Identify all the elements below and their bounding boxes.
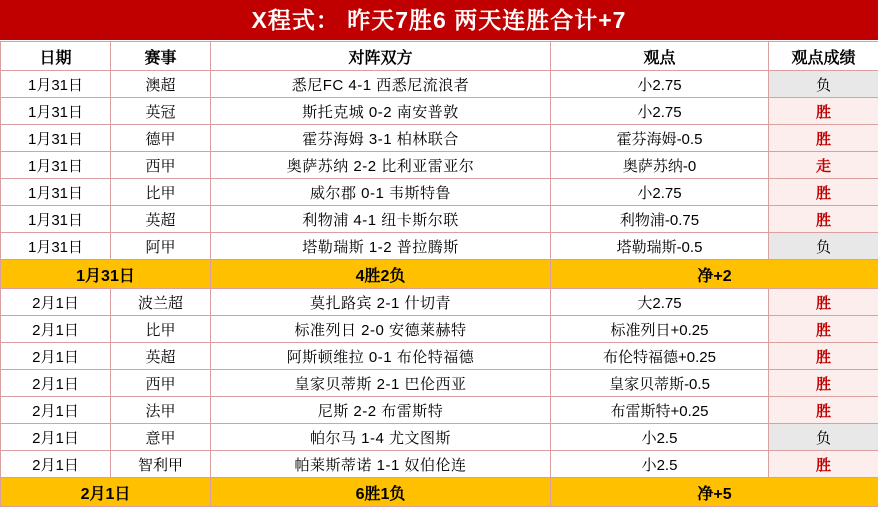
- cell-result: 负: [769, 71, 878, 98]
- cell-view: 小2.75: [551, 179, 769, 206]
- table-row: [1, 289, 878, 316]
- cell-match: 尼斯 2-2 布雷斯特: [211, 397, 551, 424]
- summary-date: 1月31日: [1, 260, 211, 289]
- cell-result: 胜: [769, 343, 878, 370]
- cell-result: 负: [769, 233, 878, 260]
- cell-date: 1月31日: [1, 152, 111, 179]
- table-row: [1, 71, 878, 98]
- cell-date: 2月1日: [1, 370, 111, 397]
- cell-date: 2月1日: [1, 424, 111, 451]
- results-table: [0, 41, 878, 507]
- table-body: [1, 71, 878, 507]
- cell-view: 小2.75: [551, 98, 769, 125]
- cell-view: 大2.75: [551, 289, 769, 316]
- cell-league: 英超: [111, 343, 211, 370]
- cell-view: 布伦特福德+0.25: [551, 343, 769, 370]
- cell-league: 英冠: [111, 98, 211, 125]
- table-row: [1, 152, 878, 179]
- cell-match: 莫扎路宾 2-1 什切青: [211, 289, 551, 316]
- cell-league: 法甲: [111, 397, 211, 424]
- cell-match: 霍芬海姆 3-1 柏林联合: [211, 125, 551, 152]
- table-row: [1, 343, 878, 370]
- summary-row: [1, 260, 878, 289]
- table-row: [1, 370, 878, 397]
- cell-match: 帕莱斯蒂诺 1-1 奴伯伦连: [211, 451, 551, 478]
- summary-record: 4胜2负: [211, 260, 551, 289]
- table-header: [1, 42, 878, 71]
- cell-date: 2月1日: [1, 451, 111, 478]
- cell-result: 胜: [769, 451, 878, 478]
- cell-date: 1月31日: [1, 98, 111, 125]
- cell-league: 智利甲: [111, 451, 211, 478]
- table-row: [1, 125, 878, 152]
- cell-league: 西甲: [111, 370, 211, 397]
- cell-match: 帕尔马 1-4 尤文图斯: [211, 424, 551, 451]
- cell-league: 比甲: [111, 316, 211, 343]
- cell-date: 2月1日: [1, 316, 111, 343]
- cell-league: 英超: [111, 206, 211, 233]
- cell-match: 阿斯顿维拉 0-1 布伦特福德: [211, 343, 551, 370]
- cell-match: 奥萨苏纳 2-2 比利亚雷亚尔: [211, 152, 551, 179]
- summary-date: 2月1日: [1, 478, 211, 507]
- cell-match: 威尔郡 0-1 韦斯特鲁: [211, 179, 551, 206]
- cell-match: 利物浦 4-1 纽卡斯尔联: [211, 206, 551, 233]
- page-title: X程式： 昨天7胜6 两天连胜合计+7: [0, 0, 878, 41]
- cell-view: 利物浦-0.75: [551, 206, 769, 233]
- cell-league: 西甲: [111, 152, 211, 179]
- cell-result: 负: [769, 424, 878, 451]
- cell-result: 胜: [769, 179, 878, 206]
- table-row: [1, 179, 878, 206]
- table-row: [1, 424, 878, 451]
- table-row: [1, 233, 878, 260]
- cell-view: 小2.5: [551, 451, 769, 478]
- cell-date: 2月1日: [1, 343, 111, 370]
- cell-result: 胜: [769, 316, 878, 343]
- summary-net: 净+2: [551, 260, 878, 289]
- cell-match: 塔勒瑞斯 1-2 普拉腾斯: [211, 233, 551, 260]
- table-row: [1, 206, 878, 233]
- cell-date: 1月31日: [1, 179, 111, 206]
- cell-league: 澳超: [111, 71, 211, 98]
- cell-match: 斯托克城 0-2 南安普敦: [211, 98, 551, 125]
- cell-view: 奥萨苏纳-0: [551, 152, 769, 179]
- cell-league: 比甲: [111, 179, 211, 206]
- column-header-match: 对阵双方: [211, 42, 551, 71]
- cell-result: 胜: [769, 98, 878, 125]
- cell-result: 胜: [769, 370, 878, 397]
- summary-record: 6胜1负: [211, 478, 551, 507]
- cell-result: 胜: [769, 289, 878, 316]
- table-header-row: [1, 42, 878, 71]
- cell-view: 皇家贝蒂斯-0.5: [551, 370, 769, 397]
- column-header-result: 观点成绩: [769, 42, 878, 71]
- summary-row: [1, 478, 878, 507]
- table-row: [1, 397, 878, 424]
- summary-net: 净+5: [551, 478, 878, 507]
- cell-date: 2月1日: [1, 289, 111, 316]
- cell-result: 胜: [769, 125, 878, 152]
- cell-date: 2月1日: [1, 397, 111, 424]
- cell-date: 1月31日: [1, 206, 111, 233]
- column-header-view: 观点: [551, 42, 769, 71]
- cell-view: 标准列日+0.25: [551, 316, 769, 343]
- cell-match: 标准列日 2-0 安德莱赫特: [211, 316, 551, 343]
- cell-league: 波兰超: [111, 289, 211, 316]
- cell-date: 1月31日: [1, 125, 111, 152]
- column-header-league: 赛事: [111, 42, 211, 71]
- table-row: [1, 316, 878, 343]
- cell-view: 塔勒瑞斯-0.5: [551, 233, 769, 260]
- cell-result: 走: [769, 152, 878, 179]
- cell-view: 霍芬海姆-0.5: [551, 125, 769, 152]
- cell-result: 胜: [769, 397, 878, 424]
- cell-view: 小2.5: [551, 424, 769, 451]
- column-header-date: 日期: [1, 42, 111, 71]
- cell-result: 胜: [769, 206, 878, 233]
- cell-match: 悉尼FC 4-1 西悉尼流浪者: [211, 71, 551, 98]
- cell-league: 意甲: [111, 424, 211, 451]
- cell-view: 布雷斯特+0.25: [551, 397, 769, 424]
- cell-view: 小2.75: [551, 71, 769, 98]
- cell-date: 1月31日: [1, 71, 111, 98]
- cell-date: 1月31日: [1, 233, 111, 260]
- table-row: [1, 98, 878, 125]
- cell-league: 德甲: [111, 125, 211, 152]
- cell-match: 皇家贝蒂斯 2-1 巴伦西亚: [211, 370, 551, 397]
- table-row: [1, 451, 878, 478]
- cell-league: 阿甲: [111, 233, 211, 260]
